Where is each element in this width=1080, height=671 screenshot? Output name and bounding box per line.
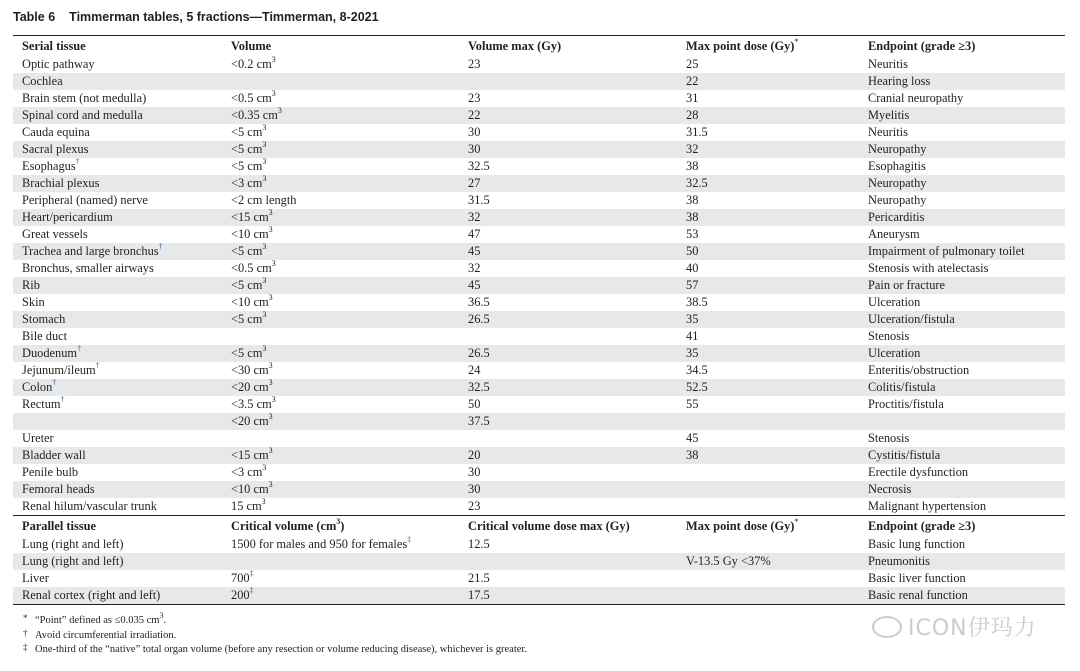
serial-header-row [13, 36, 1065, 56]
tissue-cell [22, 158, 80, 175]
volume-unit-exponent: 3 [262, 139, 267, 149]
volume-cell [231, 464, 266, 481]
header-serial-tissue: Serial tissue [22, 39, 86, 53]
table-row [13, 311, 1065, 328]
max-point-dose-cell: 35 [686, 312, 699, 326]
table-row [13, 158, 1065, 175]
endpoint-cell: Hearing loss [868, 74, 931, 88]
tissue-name: Rectum [22, 397, 61, 411]
volume-cell [231, 570, 254, 587]
tissue-name: Spinal cord and medulla [22, 108, 143, 122]
max-point-dose-cell: 38 [686, 159, 699, 173]
tissue-name: Lung (right and left) [22, 554, 124, 568]
table-row [13, 498, 1065, 515]
table-row [13, 175, 1065, 192]
endpoint-cell: Myelitis [868, 108, 910, 122]
tissue-name: Duodenum [22, 346, 78, 360]
footnote-symbol: ‡ [23, 642, 28, 652]
volume-cell [231, 294, 273, 311]
table-row [13, 277, 1065, 294]
tissue-name: Renal cortex (right and left) [22, 588, 161, 602]
tissue-cell [22, 175, 99, 192]
volume-unit-exponent: 3 [262, 309, 267, 319]
table-row [13, 294, 1065, 311]
tissue-cell [22, 362, 100, 379]
max-point-dose-cell: 57 [686, 278, 699, 292]
tissue-cell [22, 73, 63, 90]
endpoint-cell: Proctitis/fistula [868, 397, 944, 411]
volume-max-cell: 20 [468, 448, 481, 462]
volume-unit-exponent: 3 [268, 360, 273, 370]
table-row [13, 73, 1065, 90]
volume-unit-exponent: 3 [268, 377, 273, 387]
header-parallel-tissue: Parallel tissue [22, 519, 96, 533]
tissue-cell [22, 260, 154, 277]
tissue-cell [22, 311, 65, 328]
table-row [13, 587, 1065, 605]
volume-value: 700 [231, 571, 250, 585]
tissue-cell [22, 536, 124, 553]
volume-unit-exponent: 3 [262, 343, 267, 353]
endpoint-cell: Cranial neuropathy [868, 91, 964, 105]
tissue-cell [22, 553, 124, 570]
footnote-mark: ‡ [249, 585, 254, 595]
table-row [13, 553, 1065, 570]
volume-unit-exponent: 3 [271, 258, 276, 268]
endpoint-cell: Erectile dysfunction [868, 465, 969, 479]
max-point-dose-cell: 32.5 [686, 176, 708, 190]
volume-max-cell: 47 [468, 227, 481, 241]
volume-value: <3 cm [231, 176, 263, 190]
volume-cell [231, 447, 273, 464]
tissue-name: Bile duct [22, 329, 68, 343]
volume-max-cell: 22 [468, 108, 481, 122]
footnote-mark: † [158, 241, 163, 251]
volume-value: <10 cm [231, 227, 269, 241]
volume-cell [231, 345, 266, 362]
volume-value: <0.5 cm [231, 261, 272, 275]
max-point-dose-cell: 53 [686, 227, 699, 241]
tissue-cell [22, 226, 88, 243]
volume-value: <2 cm length [231, 193, 297, 207]
volume-value: <0.2 cm [231, 57, 272, 71]
serial-body [13, 56, 1065, 515]
tissue-cell [22, 379, 56, 396]
volume-cell [231, 243, 266, 260]
tissue-name: Renal hilum/vascular trunk [22, 499, 157, 513]
footnote-mark: † [52, 377, 57, 387]
volume-unit-exponent: 3 [271, 394, 276, 404]
table-row [13, 362, 1065, 379]
tissue-name: Penile bulb [22, 465, 79, 479]
endpoint-cell: Pericarditis [868, 210, 925, 224]
parallel-header-row [13, 515, 1065, 536]
table-row [13, 570, 1065, 587]
volume-unit-exponent: 3 [277, 105, 282, 115]
endpoint-cell: Basic renal function [868, 588, 968, 602]
endpoint-cell: Stenosis [868, 431, 910, 445]
volume-cell [231, 498, 266, 515]
max-point-dose-cell: 31 [686, 91, 699, 105]
tissue-cell [22, 587, 160, 604]
footnote-mark: ‡ [407, 534, 412, 544]
endpoint-cell: Ulceration [868, 346, 921, 360]
max-point-dose-cell: 35 [686, 346, 699, 360]
tissue-name: Bronchus, smaller airways [22, 261, 154, 275]
volume-cell [231, 175, 266, 192]
tissue-name: Cauda equina [22, 125, 90, 139]
max-point-dose-cell: 38 [686, 193, 699, 207]
volume-cell [231, 226, 273, 243]
table-row [13, 345, 1065, 362]
footnote-mark: ‡ [249, 568, 254, 578]
header-max-point-dose: Max point dose (Gy)* [686, 36, 799, 53]
table-title: Timmerman tables, 5 fractions—Timmerman, 8-2021 [69, 10, 379, 24]
endpoint-cell: Stenosis [868, 329, 910, 343]
footnote-mark: † [77, 343, 82, 353]
header-critical-volume: Critical volume $(cm^3)$ [231, 516, 345, 533]
max-point-dose-cell: 45 [686, 431, 699, 445]
endpoint-cell: Neuropathy [868, 193, 927, 207]
endpoint-cell: Cystitis/fistula [868, 448, 941, 462]
volume-value: <20 cm [231, 380, 269, 394]
tissue-cell [22, 107, 143, 124]
table-row [13, 464, 1065, 481]
volume-value: 1500 for males and 950 for females [231, 537, 408, 551]
watermark-text: ICON伊玛力 [908, 616, 1037, 641]
tissue-cell [22, 192, 148, 209]
tissue-name: Trachea and large bronchus [22, 244, 159, 258]
watermark [872, 611, 1037, 642]
footnote-mark: † [95, 360, 100, 370]
tissue-cell [22, 481, 95, 498]
volume-unit-exponent: 3 [262, 122, 267, 132]
volume-max-cell: 23 [468, 57, 481, 71]
header-critical-dose-max: Critical volume dose max (Gy) [468, 519, 630, 533]
tissue-cell [22, 570, 49, 587]
volume-value: <15 cm [231, 448, 269, 462]
tissue-cell [22, 243, 163, 260]
tissue-name: Stomach [22, 312, 66, 326]
tissue-name: Heart/pericardium [22, 210, 113, 224]
tissue-cell [22, 277, 40, 294]
volume-max-cell: 37.5 [468, 414, 490, 428]
endpoint-cell: Aneurysm [868, 227, 920, 241]
max-point-dose-cell: 40 [686, 261, 699, 275]
volume-unit-exponent: 3 [268, 479, 273, 489]
tissue-name: Optic pathway [22, 57, 95, 71]
tissue-cell [22, 294, 45, 311]
table-row [13, 260, 1065, 277]
volume-unit-exponent: 3 [268, 411, 273, 421]
endpoint-cell: Pain or fracture [868, 278, 946, 292]
volume-max-cell: 32.5 [468, 380, 490, 394]
tissue-cell [22, 396, 65, 413]
volume-max-cell: 45 [468, 278, 481, 292]
max-point-dose-cell: 52.5 [686, 380, 708, 394]
table-row [13, 124, 1065, 141]
tissue-name: Great vessels [22, 227, 88, 241]
endpoint-cell: Impairment of pulmonary toilet [868, 244, 1025, 258]
footnote-exponent: 3 [159, 610, 164, 620]
volume-cell [231, 277, 266, 294]
volume-max-cell: 32 [468, 261, 481, 275]
footnote-text: “Point” defined as ≤0.035 cm [35, 615, 160, 626]
endpoint-cell: Neuritis [868, 125, 908, 139]
max-point-dose-cell: 32 [686, 142, 699, 156]
max-point-dose-cell: V-13.5 Gy <37% [686, 554, 771, 568]
max-point-dose-cell: 31.5 [686, 125, 708, 139]
volume-cell [231, 587, 254, 604]
volume-cell [231, 379, 273, 396]
volume-max-cell: 27 [468, 176, 481, 190]
volume-cell [231, 107, 282, 124]
volume-value: <10 cm [231, 295, 269, 309]
volume-unit-exponent: 3 [268, 207, 273, 217]
footnote-text: One-third of the “native” total organ volume (before any resection or volume reducing disease), whichever is greater. [35, 644, 527, 655]
volume-cell [231, 124, 266, 141]
parallel-body [13, 536, 1065, 605]
tissue-name: Brain stem (not medulla) [22, 91, 147, 105]
max-point-dose-cell: 25 [686, 57, 699, 71]
tissue-cell [22, 56, 95, 73]
volume-value: <5 cm [231, 346, 263, 360]
volume-unit-exponent: 3 [262, 173, 267, 183]
volume-max-cell: 45 [468, 244, 481, 258]
endpoint-cell: Neuropathy [868, 176, 927, 190]
table-row [13, 226, 1065, 243]
tissue-cell [22, 90, 146, 107]
volume-value: 200 [231, 588, 250, 602]
volume-value: <5 cm [231, 312, 263, 326]
volume-max-cell: 50 [468, 397, 481, 411]
endpoint-cell: Basic lung function [868, 537, 966, 551]
endpoint-cell: Necrosis [868, 482, 912, 496]
volume-value: <5 cm [231, 142, 263, 156]
header-endpoint-parallel: Endpoint (grade ≥3) [868, 519, 976, 533]
volume-value: <5 cm [231, 244, 263, 258]
table-row [13, 379, 1065, 396]
table-row [13, 430, 1065, 447]
volume-max-cell: 30 [468, 465, 481, 479]
table-row [13, 396, 1065, 413]
volume-unit-exponent: 3 [268, 445, 273, 455]
tissue-name: Femoral heads [22, 482, 95, 496]
max-point-dose-cell: 38 [686, 210, 699, 224]
footnote-mark: † [60, 394, 65, 404]
footnote-tail: . [163, 615, 167, 626]
volume-value: <0.35 cm [231, 108, 278, 122]
volume-cell [231, 413, 273, 430]
tissue-cell [22, 464, 78, 481]
volume-max-cell: 17.5 [468, 588, 490, 602]
volume-value: <20 cm [231, 414, 269, 428]
endpoint-cell: Ulceration/fistula [868, 312, 955, 326]
volume-unit-exponent: 3 [268, 224, 273, 234]
volume-unit-exponent: 3 [262, 462, 267, 472]
tissue-cell [22, 345, 81, 362]
tissue-cell [22, 328, 67, 345]
tissue-name: Sacral plexus [22, 142, 89, 156]
endpoint-cell: Stenosis with atelectasis [868, 261, 989, 275]
tissue-name: Liver [22, 571, 49, 585]
max-point-dose-cell: 28 [686, 108, 699, 122]
volume-unit-exponent: 3 [268, 292, 273, 302]
volume-max-cell: 30 [468, 125, 481, 139]
max-point-dose-cell: 34.5 [686, 363, 708, 377]
header-volume-max: Volume max (Gy) [468, 39, 562, 53]
volume-unit-exponent: 3 [261, 496, 266, 506]
table-row [13, 328, 1065, 345]
header-max-point-dose-parallel: Max point dose (Gy)* [686, 516, 799, 533]
endpoint-cell: Enteritis/obstruction [868, 363, 970, 377]
table-row [13, 107, 1065, 124]
tissue-cell [22, 124, 90, 141]
footnote-line [13, 643, 1065, 658]
max-point-dose-cell: 41 [686, 329, 699, 343]
volume-cell [231, 192, 297, 209]
wechat-icon [872, 616, 902, 638]
volume-max-cell: 23 [468, 91, 481, 105]
endpoint-cell: Neuropathy [868, 142, 927, 156]
tissue-name: Bladder wall [22, 448, 86, 462]
volume-unit-exponent: 3 [271, 54, 276, 64]
endpoint-cell: Ulceration [868, 295, 921, 309]
volume-value: <15 cm [231, 210, 269, 224]
volume-max-cell: 23 [468, 499, 481, 513]
header-volume: Volume [231, 39, 272, 53]
table-row [13, 90, 1065, 107]
footnote-symbol: * [23, 613, 28, 623]
endpoint-cell: Basic liver function [868, 571, 966, 585]
volume-max-cell: 24 [468, 363, 481, 377]
endpoint-cell: Neuritis [868, 57, 908, 71]
volume-unit-exponent: 3 [262, 241, 267, 251]
volume-value: <3 cm [231, 465, 263, 479]
tissue-cell [22, 141, 88, 158]
volume-cell [231, 209, 273, 226]
volume-value: <30 cm [231, 363, 269, 377]
max-point-dose-cell: 50 [686, 244, 699, 258]
tissue-cell [22, 447, 86, 464]
table-row [13, 56, 1065, 73]
tissue-cell [22, 430, 54, 447]
volume-cell [231, 362, 273, 379]
max-point-dose-cell: 38 [686, 448, 699, 462]
table-row [13, 413, 1065, 430]
volume-value: <3.5 cm [231, 397, 272, 411]
tissue-name: Ureter [22, 431, 54, 445]
footnote-mark: † [75, 156, 80, 166]
volume-cell [231, 158, 266, 175]
tissue-name: Lung (right and left) [22, 537, 124, 551]
endpoint-cell: Malignant hypertension [868, 499, 987, 513]
table-row [13, 141, 1065, 158]
volume-value: <5 cm [231, 278, 263, 292]
endpoint-cell: Colitis/fistula [868, 380, 936, 394]
table-row [13, 209, 1065, 226]
max-point-dose-cell: 55 [686, 397, 699, 411]
endpoint-cell: Esophagitis [868, 159, 926, 173]
tissue-name: Brachial plexus [22, 176, 100, 190]
table-row [13, 447, 1065, 464]
dose-table [13, 35, 1065, 605]
volume-cell [231, 536, 411, 553]
table-caption [13, 10, 379, 24]
table-row [13, 481, 1065, 498]
volume-value: 15 cm [231, 499, 262, 513]
tissue-name: Colon [22, 380, 53, 394]
endpoint-cell: Pneumonitis [868, 554, 930, 568]
tissue-name: Cochlea [22, 74, 63, 88]
volume-cell [231, 260, 276, 277]
volume-cell [231, 481, 273, 498]
table-row [13, 536, 1065, 553]
volume-value: <10 cm [231, 482, 269, 496]
tissue-name: Jejunum/ileum [22, 363, 96, 377]
volume-max-cell: 31.5 [468, 193, 490, 207]
volume-value: <5 cm [231, 159, 263, 173]
tissue-cell [22, 498, 157, 515]
volume-cell [231, 56, 276, 73]
volume-unit-exponent: 3 [262, 156, 267, 166]
volume-max-cell: 26.5 [468, 346, 490, 360]
volume-max-cell: 32 [468, 210, 481, 224]
table-number: Table 6 [13, 10, 56, 24]
volume-max-cell: 30 [468, 482, 481, 496]
volume-unit-exponent: 3 [262, 275, 267, 285]
volume-cell [231, 141, 266, 158]
tissue-cell [22, 209, 113, 226]
max-point-dose-cell: 38.5 [686, 295, 708, 309]
tissue-name: Esophagus [22, 159, 76, 173]
volume-max-cell: 26.5 [468, 312, 490, 326]
table-row [13, 192, 1065, 209]
volume-max-cell: 36.5 [468, 295, 490, 309]
volume-max-cell: 30 [468, 142, 481, 156]
volume-value: <5 cm [231, 125, 263, 139]
volume-max-cell: 32.5 [468, 159, 490, 173]
volume-unit-exponent: 3 [271, 88, 276, 98]
volume-cell [231, 90, 276, 107]
tissue-name: Rib [22, 278, 40, 292]
header-endpoint: Endpoint (grade ≥3) [868, 39, 976, 53]
header-point-mark: * [794, 36, 799, 46]
volume-max-cell: 21.5 [468, 571, 490, 585]
max-point-dose-cell: 22 [686, 74, 699, 88]
tissue-name: Skin [22, 295, 45, 309]
volume-max-cell: 12.5 [468, 537, 490, 551]
volume-value: <0.5 cm [231, 91, 272, 105]
footnote-text: Avoid circumferential irradiation. [35, 629, 177, 641]
volume-cell [231, 396, 276, 413]
footnote-symbol: † [23, 627, 28, 638]
table-row [13, 243, 1065, 260]
volume-cell [231, 311, 266, 328]
tissue-name: Peripheral (named) nerve [22, 193, 148, 207]
